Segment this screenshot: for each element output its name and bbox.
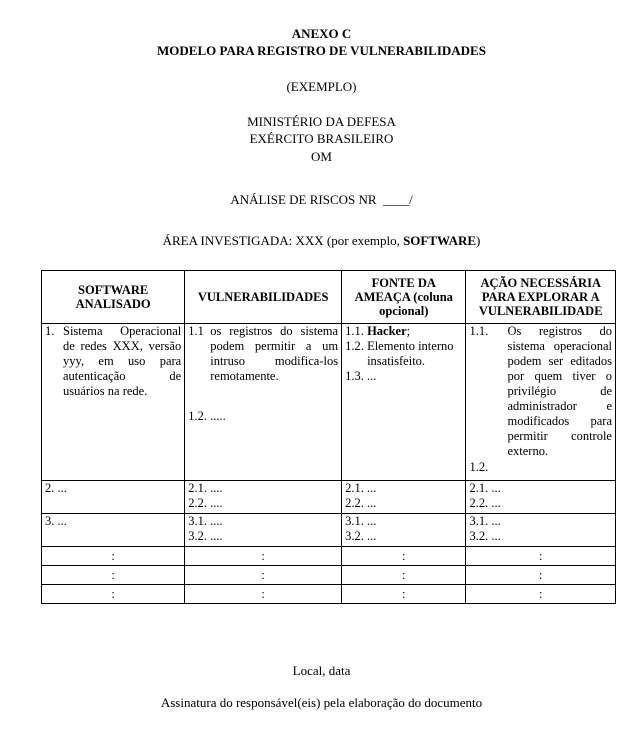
cell-threat-source	[342, 514, 466, 547]
place-date: Local, data	[292, 663, 351, 678]
cell-software	[42, 324, 185, 481]
item-text	[367, 324, 462, 339]
cell-software: 2. ...	[42, 481, 185, 514]
example-label: (EXEMPLO)	[286, 79, 357, 94]
item-text: 1.2. .....	[188, 409, 226, 423]
cell-action	[466, 514, 616, 547]
document-title: MODELO PARA REGISTRO DE VULNERABILIDADES	[157, 43, 486, 58]
header-vulnerabilities: VULNERABILIDADES	[185, 271, 342, 324]
item-text: 3.2. ...	[345, 529, 377, 543]
item-text: 2.1. ...	[469, 481, 501, 495]
item-text: 3.2. ....	[188, 529, 223, 543]
continuation-mark: :	[42, 547, 185, 566]
header-action: AÇÃO NECESSÁRIA PARA EXPLORAR A VULNERABILIDADE	[466, 271, 616, 324]
continuation-mark: :	[342, 547, 466, 566]
item-number: 1.1.	[345, 324, 364, 338]
item-text: 3.1. ...	[469, 514, 501, 528]
continuation-mark: :	[466, 585, 616, 604]
area-bold: SOFTWARE	[403, 233, 477, 248]
continuation-mark: :	[466, 547, 616, 566]
item-number: 1.1.	[469, 324, 489, 338]
continuation-mark: :	[185, 566, 342, 585]
org-line-3: OM	[311, 149, 332, 164]
annex-label: ANEXO C	[291, 26, 352, 41]
item-text: Sistema Operacional de redes XXX, versão yyy, em uso para autenticação de usuários na rede.	[63, 324, 182, 398]
table-row	[42, 514, 616, 547]
item-text: 2.2. ...	[345, 496, 377, 510]
item-text: 2.1. ....	[188, 481, 223, 495]
cell-software: 3. ...	[42, 514, 185, 547]
org-line-1: MINISTÉRIO DA DEFESA	[247, 114, 396, 129]
continuation-row	[42, 585, 616, 604]
cell-action	[466, 324, 616, 481]
item-text: 2.2. ...	[469, 496, 501, 510]
continuation-mark: :	[42, 585, 185, 604]
header-software: SOFTWARE ANALISADO	[42, 271, 185, 324]
item-text: Elemento interno insatisfeito.	[367, 339, 454, 368]
table-header-row	[42, 271, 616, 324]
cell-threat-source	[342, 481, 466, 514]
item-number: 1.	[45, 324, 55, 338]
investigated-area	[0, 233, 643, 249]
item-text: 3.1. ....	[188, 514, 223, 528]
item-number: 1.1	[188, 324, 204, 338]
table-row	[42, 324, 616, 481]
item-text: 3.1. ...	[345, 514, 377, 528]
continuation-mark: :	[185, 585, 342, 604]
area-prefix: ÁREA INVESTIGADA: XXX (por exemplo,	[162, 233, 404, 248]
risk-analysis-number: ANÁLISE DE RISCOS NR ____/	[230, 192, 413, 207]
item-text: Os registros do sistema operacional podem ser editados por quem tiver o privilégio de administrador e modificados para permitir controle externo.	[507, 324, 612, 458]
header-threat-source: FONTE DA AMEAÇA (coluna opcional)	[342, 271, 466, 324]
table-row	[42, 481, 616, 514]
continuation-row	[42, 547, 616, 566]
continuation-mark: :	[342, 585, 466, 604]
cell-action	[466, 481, 616, 514]
cell-vulnerabilities	[185, 324, 342, 481]
signature-line: Assinatura do responsável(eis) pela elaboração do documento	[160, 695, 483, 710]
continuation-mark: :	[42, 566, 185, 585]
org-line-2: EXÉRCITO BRASILEIRO	[249, 131, 394, 146]
item-text: 2.2. ....	[188, 496, 223, 510]
continuation-row	[42, 566, 616, 585]
item-text: 1.2.	[469, 460, 489, 474]
continuation-mark: :	[185, 547, 342, 566]
continuation-mark: :	[466, 566, 616, 585]
item-suffix: ;	[406, 324, 411, 338]
item-text: 3.2. ...	[469, 529, 501, 543]
cell-vulnerabilities	[185, 481, 342, 514]
continuation-mark: :	[342, 566, 466, 585]
cell-threat-source	[342, 324, 466, 481]
cell-vulnerabilities	[185, 514, 342, 547]
vulnerability-table	[41, 270, 616, 604]
hacker-text: Hacker	[367, 324, 407, 338]
item-text: 1.3. ...	[345, 369, 377, 383]
item-text: os registros do sistema podem permitir a um intruso modifica-los remotamente.	[210, 324, 339, 383]
area-suffix: )	[476, 233, 481, 248]
item-number: 1.2.	[345, 339, 364, 353]
item-text: 2.1. ...	[345, 481, 377, 495]
